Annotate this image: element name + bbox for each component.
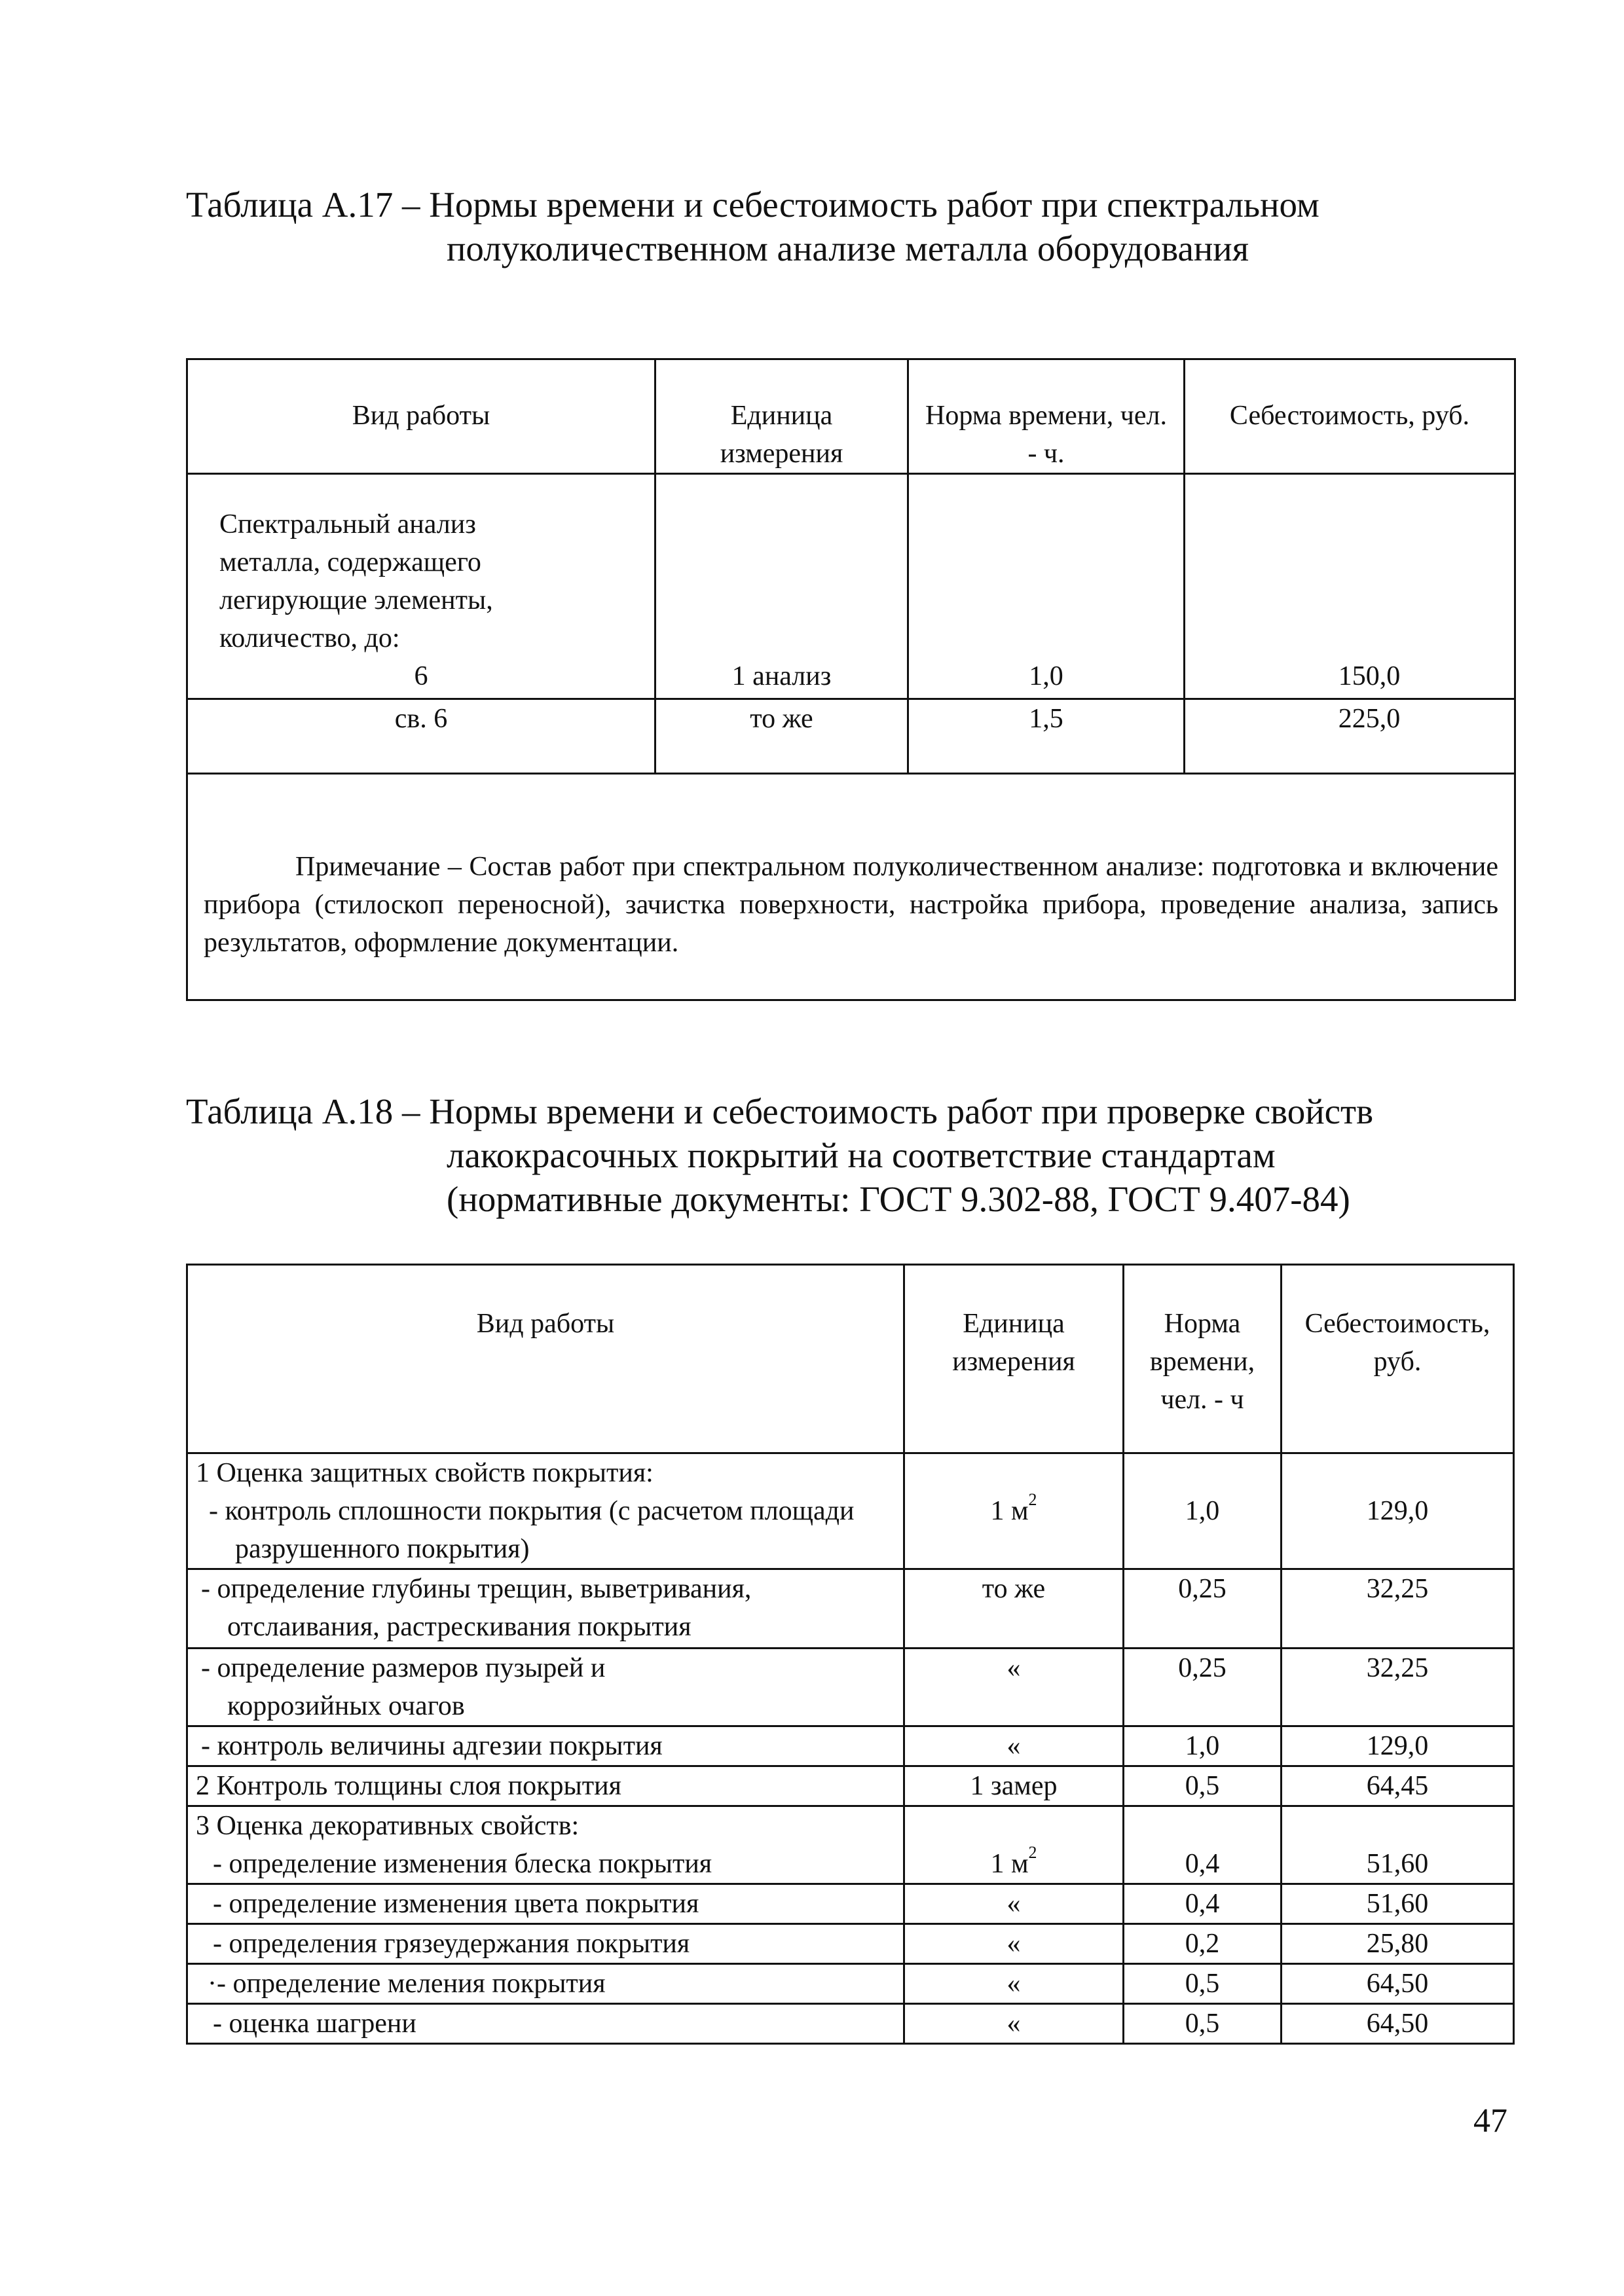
cost-cell: 64,45 — [1282, 1766, 1514, 1806]
work-cell: - определения грязеудержания покрытия — [187, 1924, 904, 1964]
cost-cell: 25,80 — [1282, 1924, 1514, 1964]
table18-title-line1: Таблица А.18 – Нормы времени и себестоимость работ при проверке свойств — [186, 1091, 1374, 1131]
work-cell: ·- определение меления покрытия — [187, 1964, 904, 2004]
group-label-2: металла, содержащего — [219, 547, 481, 577]
table-row — [187, 2004, 1514, 2044]
header-unit: Единица измерения — [655, 359, 908, 474]
norm-cell: 0,25 — [1124, 1649, 1282, 1726]
cost-cell: 51,60 — [1282, 1884, 1514, 1924]
header-cost: Себестоимость, руб. — [1282, 1265, 1514, 1453]
norm-cell: 0,5 — [1124, 1964, 1282, 2004]
table-row — [187, 1884, 1514, 1924]
unit-cell: то же — [655, 699, 908, 774]
work-cell — [187, 1806, 904, 1884]
table-row — [187, 1569, 1514, 1649]
table-row — [187, 1806, 1514, 1884]
header-work: Вид работы — [187, 1265, 904, 1453]
norm-cell: 1,0 — [908, 474, 1185, 699]
table-row — [187, 474, 1515, 699]
group-label-1: Спектральный анализ — [219, 509, 476, 539]
norm-cell: 0,5 — [1124, 1766, 1282, 1806]
table17-header-row — [187, 359, 1515, 474]
norm-cell: 0,25 — [1124, 1569, 1282, 1649]
table17 — [186, 358, 1516, 1001]
work-cell: - определение изменения цвета покрытия — [187, 1884, 904, 1924]
unit-text: 1 м — [990, 1496, 1029, 1526]
work-cell: - оценка шагрени — [187, 2004, 904, 2044]
work-item: - определение изменения блеска покрытия — [213, 1849, 712, 1879]
note-row — [187, 774, 1515, 1000]
work-cell: 2 Контроль толщины слоя покрытия — [187, 1766, 904, 1806]
group-label-4: количество, до: — [219, 623, 400, 653]
table-row — [187, 1766, 1514, 1806]
work-cell — [187, 1453, 904, 1569]
unit-cell: « — [904, 1649, 1124, 1726]
cost-cell: 64,50 — [1282, 2004, 1514, 2044]
cost-cell: 225,0 — [1185, 699, 1515, 774]
cost-cell: 32,25 — [1282, 1569, 1514, 1649]
header-norm: Норма времени, чел. - ч. — [908, 359, 1185, 474]
header-norm: Норма времени, чел. - ч — [1124, 1265, 1282, 1453]
unit-cell: « — [904, 1726, 1124, 1766]
unit-text: 1 м — [990, 1849, 1029, 1879]
cost-cell: 129,0 — [1282, 1726, 1514, 1766]
unit-cell — [904, 1806, 1124, 1884]
work-value: 6 — [414, 661, 428, 691]
work-cell: - контроль величины адгезии покрытия — [187, 1726, 904, 1766]
table17-title-line2: полуколичественном анализе металла оборудования — [447, 228, 1249, 268]
cost-cell: 64,50 — [1282, 1964, 1514, 2004]
header-cost: Себестоимость, руб. — [1185, 359, 1515, 474]
work-cell: - определение размеров пузырей и коррозийных очагов — [187, 1649, 904, 1726]
note-text: Примечание – Состав работ при спектральном полуколичественном анализе: подготовка и включение прибора (стилоскоп переносной), зачистка поверхности, настройка прибора, проведение анализа, запись результатов, оформление документации. — [187, 774, 1515, 1000]
norm-cell: 0,5 — [1124, 2004, 1282, 2044]
norm-cell: 0,4 — [1124, 1806, 1282, 1884]
unit-cell: то же — [904, 1569, 1124, 1649]
group-label-3: легирующие элементы, — [219, 585, 493, 615]
group-label: 1 Оценка защитных свойств покрытия: — [196, 1458, 654, 1488]
table-row — [187, 1924, 1514, 1964]
cost-cell: 150,0 — [1185, 474, 1515, 699]
table-row — [187, 699, 1515, 774]
work-item: - контроль сплошности покрытия (с расчетом площади разрушенного покрытия) — [209, 1496, 855, 1564]
unit-cell: « — [904, 1964, 1124, 2004]
header-unit: Единица измерения — [904, 1265, 1124, 1453]
table-row — [187, 1649, 1514, 1726]
work-cell — [187, 474, 655, 699]
unit-cell: « — [904, 1924, 1124, 1964]
norm-cell: 0,4 — [1124, 1884, 1282, 1924]
unit-cell: 1 замер — [904, 1766, 1124, 1806]
table18 — [186, 1264, 1515, 2045]
norm-cell: 1,0 — [1124, 1726, 1282, 1766]
unit-cell: « — [904, 2004, 1124, 2044]
page-number: 47 — [1473, 2102, 1507, 2140]
table-row — [187, 1964, 1514, 2004]
table-row — [187, 1726, 1514, 1766]
work-cell: св. 6 — [187, 699, 655, 774]
work-cell: - определение глубины трещин, выветривания, отслаивания, растрескивания покрытия — [187, 1569, 904, 1649]
unit-superscript: 2 — [1028, 1490, 1037, 1509]
header-work: Вид работы — [187, 359, 655, 474]
cost-cell: 129,0 — [1282, 1453, 1514, 1569]
norm-cell: 0,2 — [1124, 1924, 1282, 1964]
table18-title-line2: лакокрасочных покрытий на соответствие стандартам — [447, 1135, 1276, 1175]
table18-title-line3: (нормативные документы: ГОСТ 9.302-88, ГОСТ 9.407-84) — [447, 1179, 1350, 1219]
unit-superscript: 2 — [1028, 1843, 1037, 1862]
cost-cell: 51,60 — [1282, 1806, 1514, 1884]
unit-cell: 1 анализ — [655, 474, 908, 699]
cost-cell: 32,25 — [1282, 1649, 1514, 1726]
unit-cell: « — [904, 1884, 1124, 1924]
norm-cell: 1,5 — [908, 699, 1185, 774]
group-label: 3 Оценка декоративных свойств: — [196, 1811, 580, 1841]
unit-cell — [904, 1453, 1124, 1569]
norm-cell: 1,0 — [1124, 1453, 1282, 1569]
table18-header-row — [187, 1265, 1514, 1453]
table-row — [187, 1453, 1514, 1569]
table17-title-line1: Таблица А.17 – Нормы времени и себестоимость работ при спектральном — [186, 185, 1320, 225]
